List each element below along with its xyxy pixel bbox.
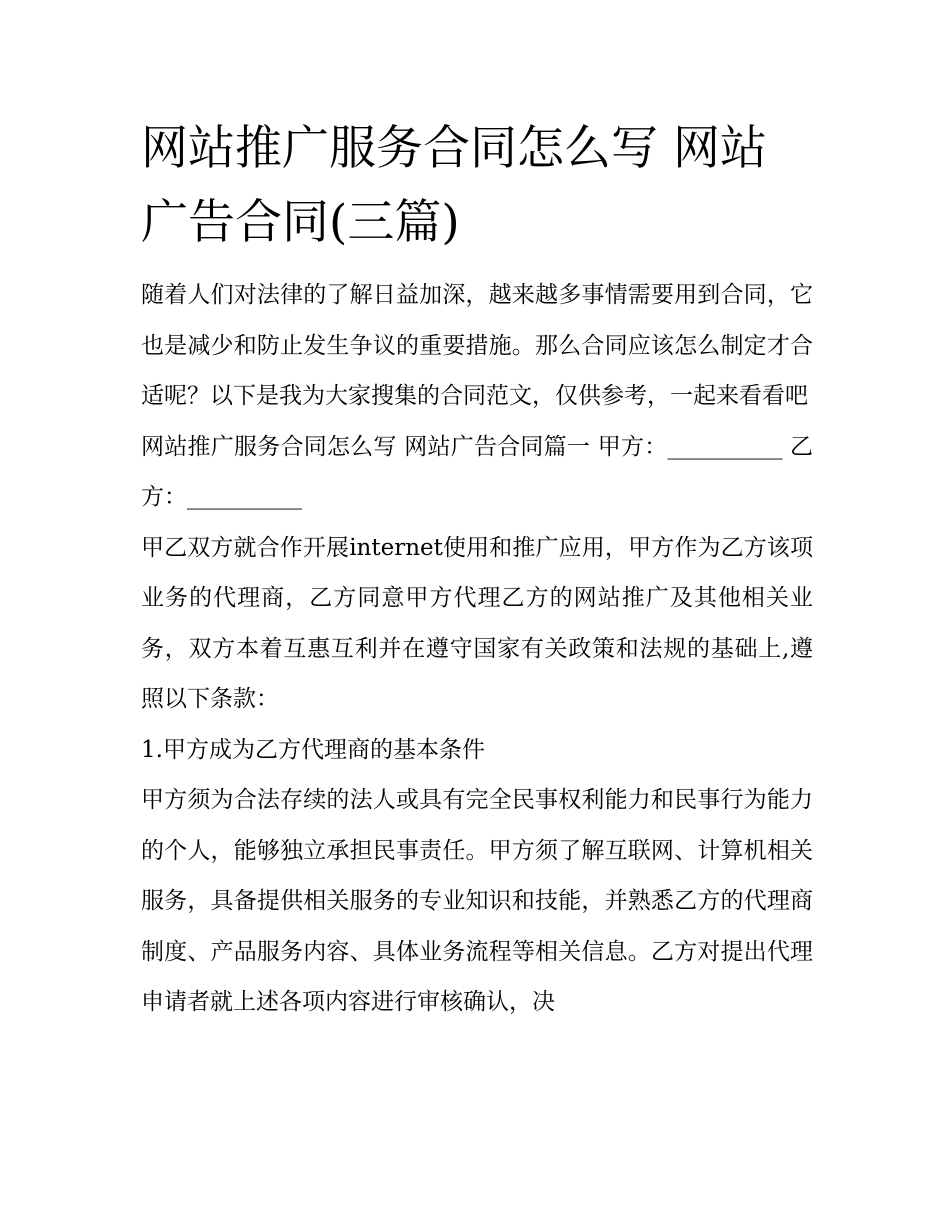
contract-parties-line: 网站推广服务合同怎么写 网站广告合同篇一 甲方：__________ 乙方：__________ xyxy=(141,433,813,510)
contract-preamble-paragraph: 甲乙双方就合作开展internet使用和推广应用，甲方作为乙方该项业务的代理商，乙方同意甲方代理乙方的网站推广及其他相关业务，双方本着互惠互利并在遵守国家有关政策和法规的基础上,遵照以下条款： xyxy=(141,534,813,712)
document-page xyxy=(141,112,813,1028)
document-title: 网站推广服务合同怎么写 网站广告合同(三篇) xyxy=(141,121,767,250)
section-body-paragraph: 甲方须为合法存续的法人或具有完全民事权利能力和民事行为能力的个人，能够独立承担民事责任。甲方须了解互联网、计算机相关服务，具备提供相关服务的专业知识和技能，并熟悉乙方的代理商制度、产品服务内容、具体业务流程等相关信息。乙方对提出代理申请者就上述各项内容进行审核确认，决 xyxy=(141,787,813,1015)
intro-paragraph: 随着人们对法律的了解日益加深，越来越多事情需要用到合同，它也是减少和防止发生争议的重要措施。那么合同应该怎么制定才合适呢？以下是我为大家搜集的合同范文，仅供参考，一起来看看吧 xyxy=(141,282,813,409)
section-heading: 1.甲方成为乙方代理商的基本条件 xyxy=(141,736,485,763)
